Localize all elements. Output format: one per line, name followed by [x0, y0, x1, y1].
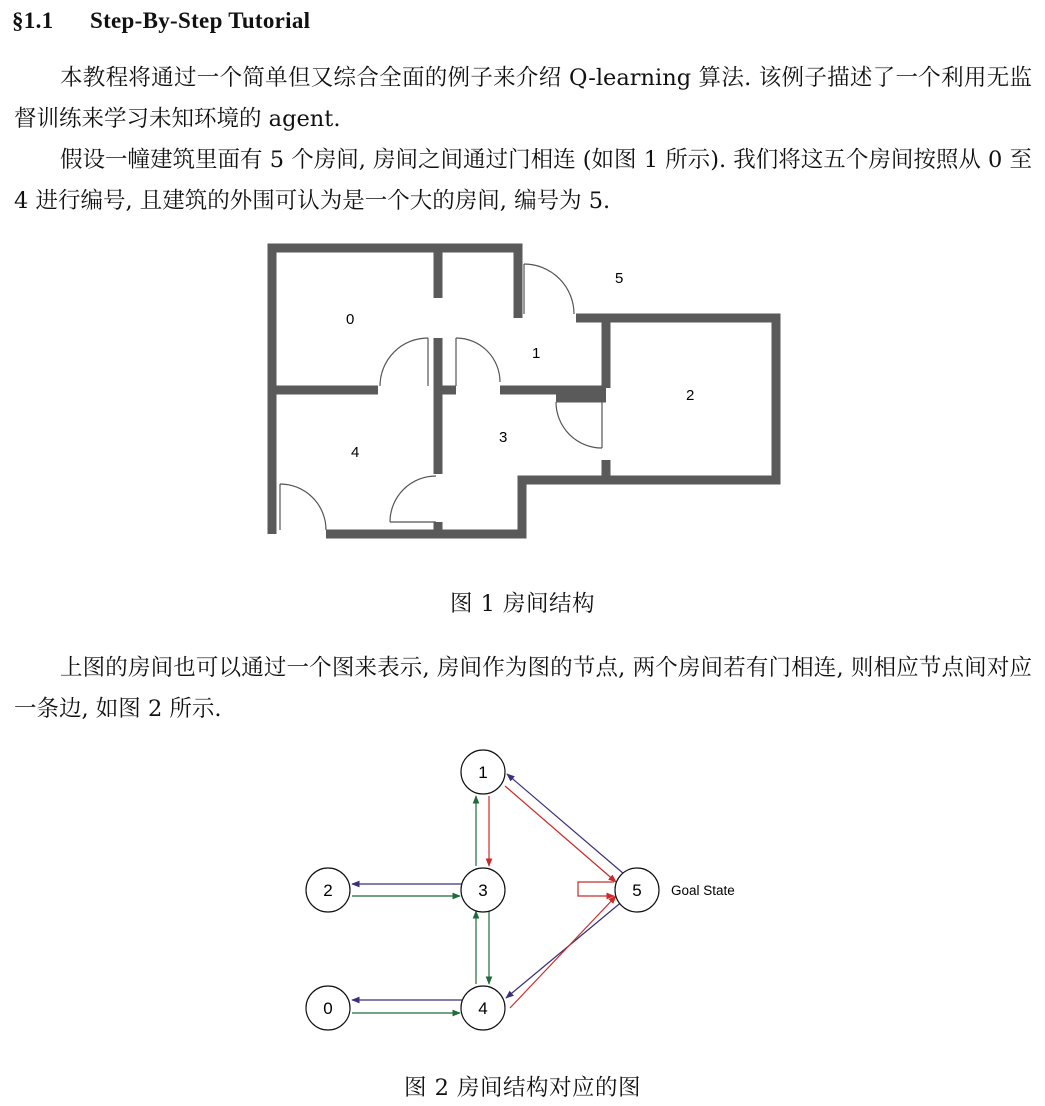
node-label-1: 1 [478, 763, 488, 782]
door-arc [556, 402, 602, 448]
paragraph-rooms: 假设一幢建筑里面有 5 个房间, 房间之间通过门相连 (如图 1 所示). 我们将这五个房间按照从 0 至 4 进行编号, 且建筑的外围可认为是一个大的房间, 编号为 5. [14, 147, 1032, 214]
figure1-caption: 图 1 房间结构 [449, 591, 596, 617]
door-arc [380, 338, 428, 386]
room-label-3: 3 [499, 429, 508, 446]
door-arc [456, 338, 500, 382]
node-label-0: 0 [323, 999, 333, 1018]
room-label-4: 4 [351, 444, 360, 461]
room-label-1: 1 [532, 345, 541, 362]
wall [438, 248, 518, 318]
section-title: Step-By-Step Tutorial [90, 8, 311, 33]
edge-4-5 [510, 896, 616, 1008]
door-arc [390, 476, 436, 522]
door-arc [524, 264, 574, 314]
node-label-5: 5 [632, 881, 642, 900]
goal-state-label: Goal State [671, 883, 735, 898]
node-label-2: 2 [323, 881, 333, 900]
edge-5-4 [506, 900, 624, 998]
floor-plan-figure [0, 238, 1045, 548]
section-heading [12, 8, 310, 34]
wall [438, 480, 606, 534]
edge-5-1 [507, 774, 624, 874]
room-label-2: 2 [686, 387, 695, 404]
room-label-0: 0 [346, 311, 355, 328]
paragraph-graph: 上图的房间也可以通过一个图来表示, 房间作为图的节点, 两个房间若有门相连, 则相应节点间对应一条边, 如图 2 所示. [14, 655, 1032, 722]
room-label-5: 5 [615, 270, 624, 287]
room-graph-figure [0, 740, 1045, 1040]
edge-1-5 [505, 786, 616, 882]
node-label-4: 4 [478, 999, 488, 1018]
paragraph-intro: 本教程将通过一个简单但又综合全面的例子来介绍 Q-learning 算法. 该例子描述了一个利用无监督训练来学习未知环境的 agent. [14, 65, 1032, 132]
node-label-3: 3 [478, 881, 488, 900]
wall [576, 318, 606, 388]
edge-5-self [578, 882, 614, 896]
figure2-caption: 图 2 房间结构对应的图 [403, 1075, 642, 1101]
door-arc [280, 484, 326, 530]
section-number: §1.1 [12, 8, 54, 33]
